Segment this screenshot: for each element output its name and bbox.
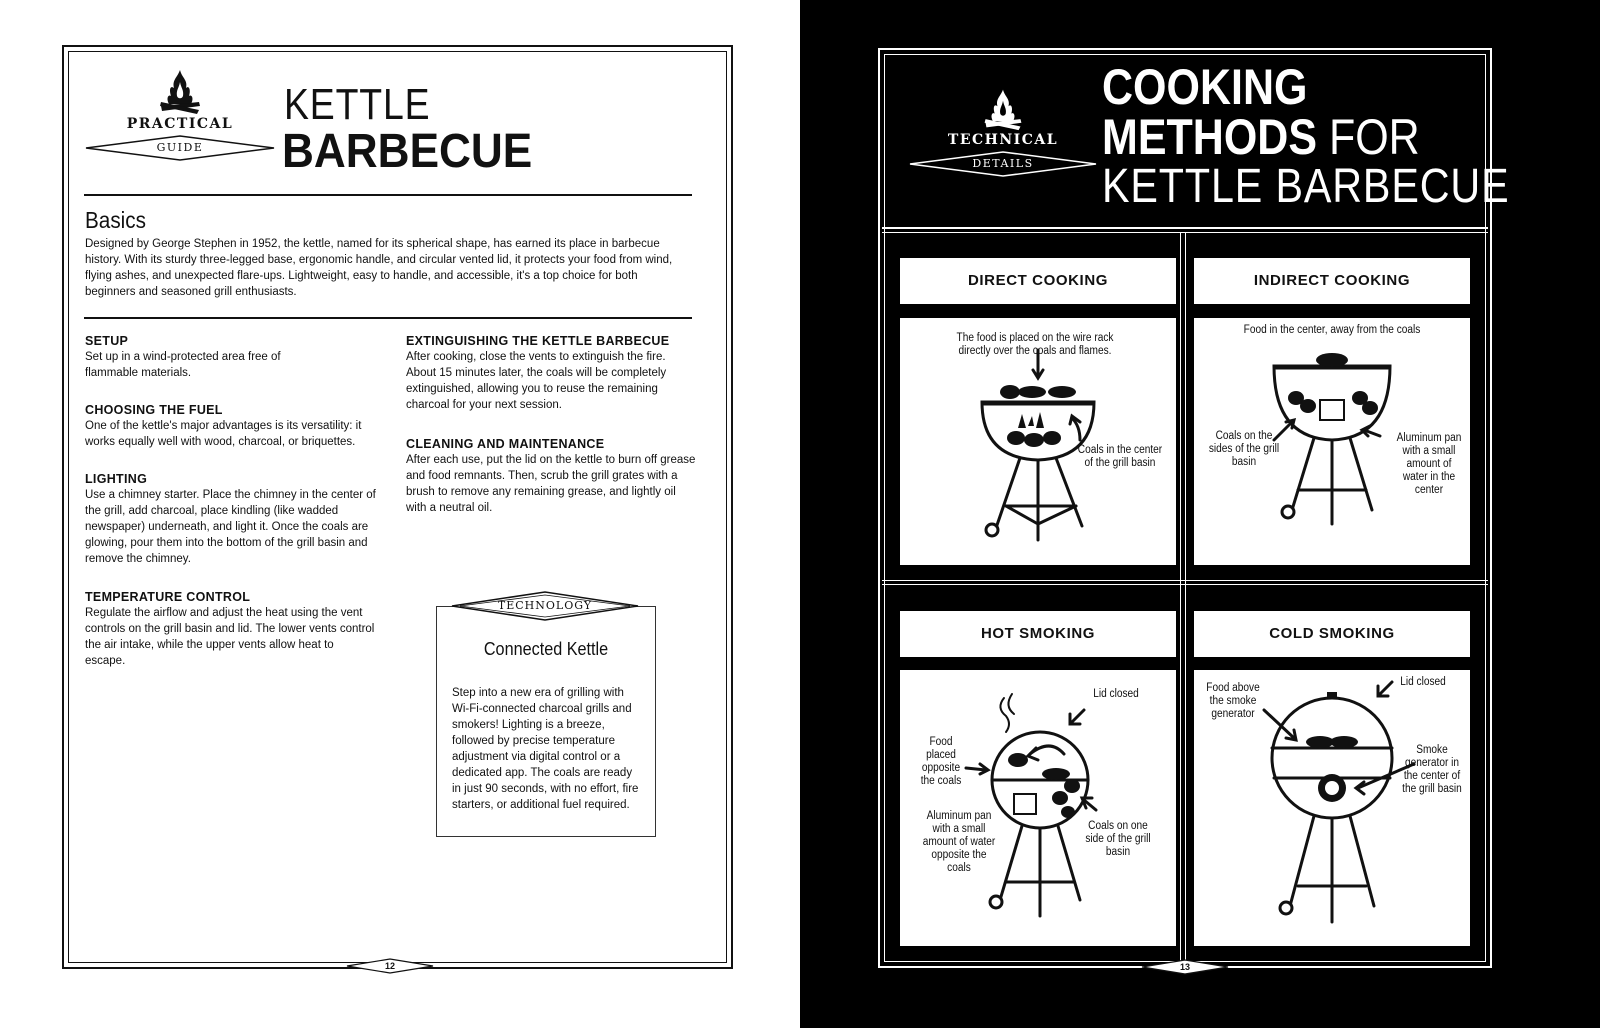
direct-cooking-illustration — [900, 318, 1176, 565]
section-heading: LIGHTING — [85, 472, 148, 486]
badge-subtitle: DETAILS — [972, 157, 1034, 170]
section-fuel — [85, 403, 380, 450]
page-title — [1102, 59, 1510, 213]
campfire-icon — [980, 86, 1026, 132]
page-number: 12 — [345, 958, 435, 974]
indirect-food-label: Food in the center, away from the coals — [1243, 324, 1421, 336]
technical-details-badge — [908, 86, 1098, 178]
badge-subtitle: GUIDE — [156, 141, 204, 154]
grid-divider-vertical — [1180, 233, 1186, 963]
section-lighting — [85, 472, 380, 567]
badge-title: TECHNICAL — [947, 132, 1059, 148]
technology-banner — [450, 590, 640, 622]
badge-ribbon — [84, 134, 276, 162]
section-text: Regulate the airflow and adjust the heat using the vent controls on the grill basin and lid. The lower vents control the air intake, while the upper vents allow heat to escape. — [85, 607, 375, 667]
section-heading: SETUP — [85, 334, 129, 348]
section-cleaning — [406, 437, 696, 516]
badge-ribbon — [908, 150, 1098, 178]
direct-cooking-title: DIRECT COOKING — [900, 258, 1176, 304]
page-title-line2: BARBECUE — [282, 125, 533, 178]
basics-divider — [84, 317, 692, 319]
basics-text: Designed by George Stephen in 1952, the kettle, named for its spherical shape, has earned its place in barbecue history. With its sturdy three-legged base, ergonomic handle, and circular vented lid, it protects your food from wind, flying ashes, and unexpected flare-ups. Lightweight, easy to handle, and accessible, it's a top choice for both beginners and seasoned grill enthusiasts. — [85, 238, 673, 298]
section-heading: TEMPERATURE CONTROL — [85, 590, 251, 604]
section-text: One of the kettle's major advantages is its versatility: it works equally well with wood, charcoal, or briquettes. — [85, 420, 362, 448]
section-text: Set up in a wind-protected area free of flammable materials. — [85, 351, 281, 379]
hot-pan-label: Aluminum pan with a small amount of water opposite the coals — [922, 810, 996, 874]
section-heading: CHOOSING THE FUEL — [85, 403, 223, 417]
hot-smoking-title: HOT SMOKING — [900, 611, 1176, 657]
section-text: After cooking, close the vents to extinguish the fire. About 15 minutes later, the coals will be completely extinguished, allowing you to reuse the remaining charcoal for your next session. — [406, 351, 667, 411]
section-temperature — [85, 590, 375, 669]
page-title-line3: KETTLE BARBECUE — [1102, 160, 1510, 213]
badge-title: PRACTICAL — [126, 116, 234, 132]
hot-smoking-panel — [900, 670, 1176, 946]
indirect-cooking-title: INDIRECT COOKING — [1194, 258, 1470, 304]
basics-heading: Basics — [85, 207, 146, 233]
hot-coals-label: Coals on one side of the grill basin — [1085, 820, 1151, 858]
technology-label: TECHNOLOGY — [497, 599, 593, 612]
cold-generator-label: Smoke generator in the center of the grill basin — [1402, 744, 1462, 795]
section-heading: EXTINGUISHING THE KETTLE BARBECUE — [406, 334, 670, 348]
cold-lid-label: Lid closed — [1400, 676, 1446, 688]
page-title-line2: METHODS FOR — [1102, 109, 1420, 165]
section-heading: CLEANING AND MAINTENANCE — [406, 437, 605, 451]
cold-smoking-title: COLD SMOKING — [1194, 611, 1470, 657]
section-setup — [85, 334, 315, 381]
indirect-coals-label: Coals on the sides of the grill basin — [1208, 430, 1280, 468]
page-title-line1: KETTLE — [284, 80, 431, 129]
direct-cooking-panel — [900, 318, 1176, 565]
title-divider — [84, 194, 692, 196]
hot-food-label: Food placed opposite the coals — [920, 736, 962, 787]
page-title-line1: COOKING — [1102, 59, 1308, 115]
section-extinguishing — [406, 334, 686, 413]
hot-smoking-illustration — [900, 670, 1176, 946]
connected-kettle-text: Step into a new era of grilling with Wi-Fi-connected charcoal grills and smokers! Lighting is a breeze, followed by precise temperature adjustment via digital control or a dedicated app. The coals are ready in just 90 seconds, with no effort, fire starters, or additional fuel required. — [452, 687, 639, 811]
section-text: Use a chimney starter. Place the chimney in the center of the grill, add charcoal, place kindling (like wadded newspaper) underneath, and light it. Once the coals are glowing, pour them into the bottom of the grill basin and remove the chimney. — [85, 489, 376, 565]
practical-guide-badge — [84, 66, 276, 162]
indirect-pan-label: Aluminum pan with a small amount of water in the center — [1396, 432, 1462, 496]
section-text: After each use, put the lid on the kettle to burn off grease and food remnants. Then, scrub the grill grates with a brush to remove any remaining grease, and lightly oil with a neutral oil. — [406, 454, 696, 514]
cold-food-label: Food above the smoke generator — [1206, 682, 1260, 720]
direct-food-label: The food is placed on the wire rack directly over the coals and flames. — [956, 332, 1114, 357]
page-number: 13 — [1140, 959, 1230, 975]
right-page — [800, 0, 1600, 1028]
direct-coals-label: Coals in the center of the grill basin — [1077, 444, 1163, 469]
connected-kettle-box — [436, 606, 656, 837]
connected-kettle-title: Connected Kettle — [483, 639, 609, 659]
indirect-cooking-panel — [1194, 318, 1470, 565]
cold-smoking-panel — [1194, 670, 1470, 946]
hot-lid-label: Lid closed — [1093, 688, 1139, 700]
campfire-icon — [155, 66, 205, 116]
